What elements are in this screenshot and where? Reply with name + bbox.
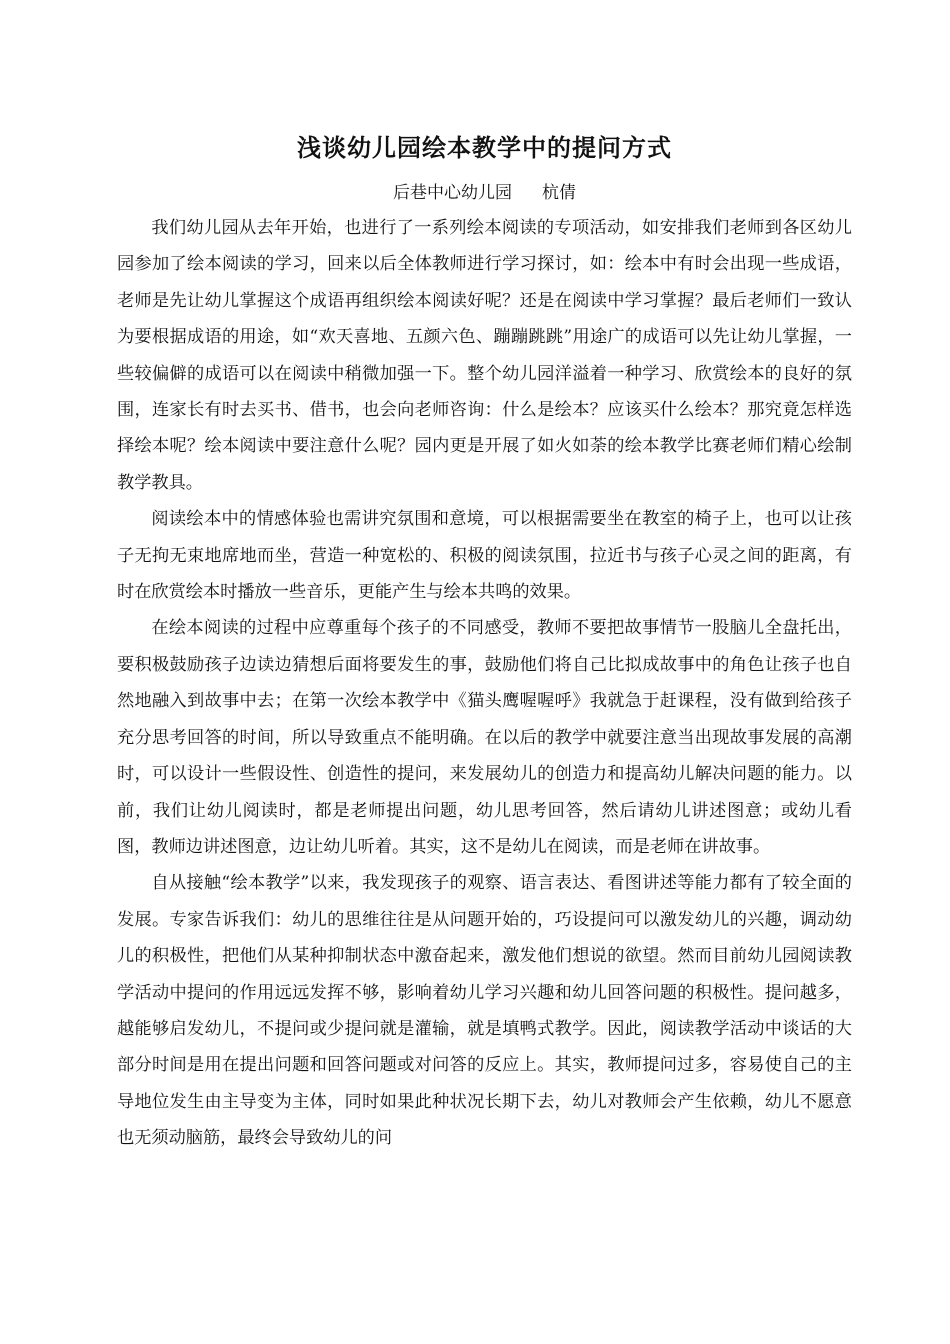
paragraph: 自从接触“绘本教学”以来，我发现孩子的观察、语言表达、看图讲述等能力都有了较全面的发展。专家告诉我们：幼儿的思维往往是从问题开始的，巧设提问可以激发幼儿的兴趣，调动幼儿的积极性，把他们从某种抑制状态中激奋起来，激发他们想说的欲望。然而目前幼儿园阅读教学活动中提问的作用远远发挥不够，影响着幼儿学习兴趣和幼儿回答问题的积极性。提问越多，越能够启发幼儿，不提问或少提问就是灌输，就是填鸭式教学。因此，阅读教学活动中谈话的大部分时间是用在提出问题和回答问题或对问答的反应上。其实，教师提问过多，容易使自己的主导地位发生由主导变为主体，同时如果此种状况长期下去，幼儿对教师会产生依赖，幼儿不愿意也无须动脑筋，最终会导致幼儿的问: [117, 873, 852, 1149]
byline-school: 后巷中心幼儿园: [393, 183, 512, 203]
document-title: 浅谈幼儿园绘本教学中的提问方式: [297, 133, 672, 162]
paragraph: 我们幼儿园从去年开始，也进行了一系列绘本阅读的专项活动，如安排我们老师到各区幼儿园参加了绘本阅读的学习，回来以后全体教师进行学习探讨，如：绘本中有时会出现一些成语，老师是先让幼儿掌握这个成语再组织绘本阅读好呢？还是在阅读中学习掌握？最后老师们一致认为要根据成语的用途，如“欢天喜地、五颜六色、蹦蹦跳跳”用途广的成语可以先让幼儿掌握，一些较偏僻的成语可以在阅读中稍微加强一下。整个幼儿园洋溢着一种学习、欣赏绘本的良好的氛围，连家长有时去买书、借书，也会向老师咨询：什么是绘本？应该买什么绘本？那究竟怎样选择绘本呢？绘本阅读中要注意什么呢？园内更是开展了如火如荼的绘本教学比赛老师们精心绘制教学教具。: [117, 218, 852, 493]
byline: [117, 178, 852, 208]
paragraph: 阅读绘本中的情感体验也需讲究氛围和意境，可以根据需要坐在教室的椅子上，也可以让孩子无拘无束地席地而坐，营造一种宽松的、积极的阅读氛围，拉近书与孩子心灵之间的距离，有时在欣赏绘本时播放一些音乐，更能产生与绘本共鸣的效果。: [117, 509, 852, 603]
document-page: [117, 128, 852, 1157]
paragraph: 在绘本阅读的过程中应尊重每个孩子的不同感受，教师不要把故事情节一股脑儿全盘托出，要积极鼓励孩子边读边猜想后面将要发生的事，鼓励他们将自己比拟成故事中的角色让孩子也自然地融入到故事中去；在第一次绘本教学中《猫头鹰喔喔呼》我就急于赶课程，没有做到给孩子充分思考回答的时间，所以导致重点不能明确。在以后的教学中就要注意当出现故事发展的高潮时，可以设计一些假设性、创造性的提问，来发展幼儿的创造力和提高幼儿解决问题的能力。以前，我们让幼儿阅读时，都是老师提出问题，幼儿思考回答，然后请幼儿讲述图意；或幼儿看图，教师边讲述图意，边让幼儿听着。其实，这不是幼儿在阅读，而是老师在讲故事。: [117, 618, 852, 857]
byline-author: 杭倩: [542, 183, 576, 203]
